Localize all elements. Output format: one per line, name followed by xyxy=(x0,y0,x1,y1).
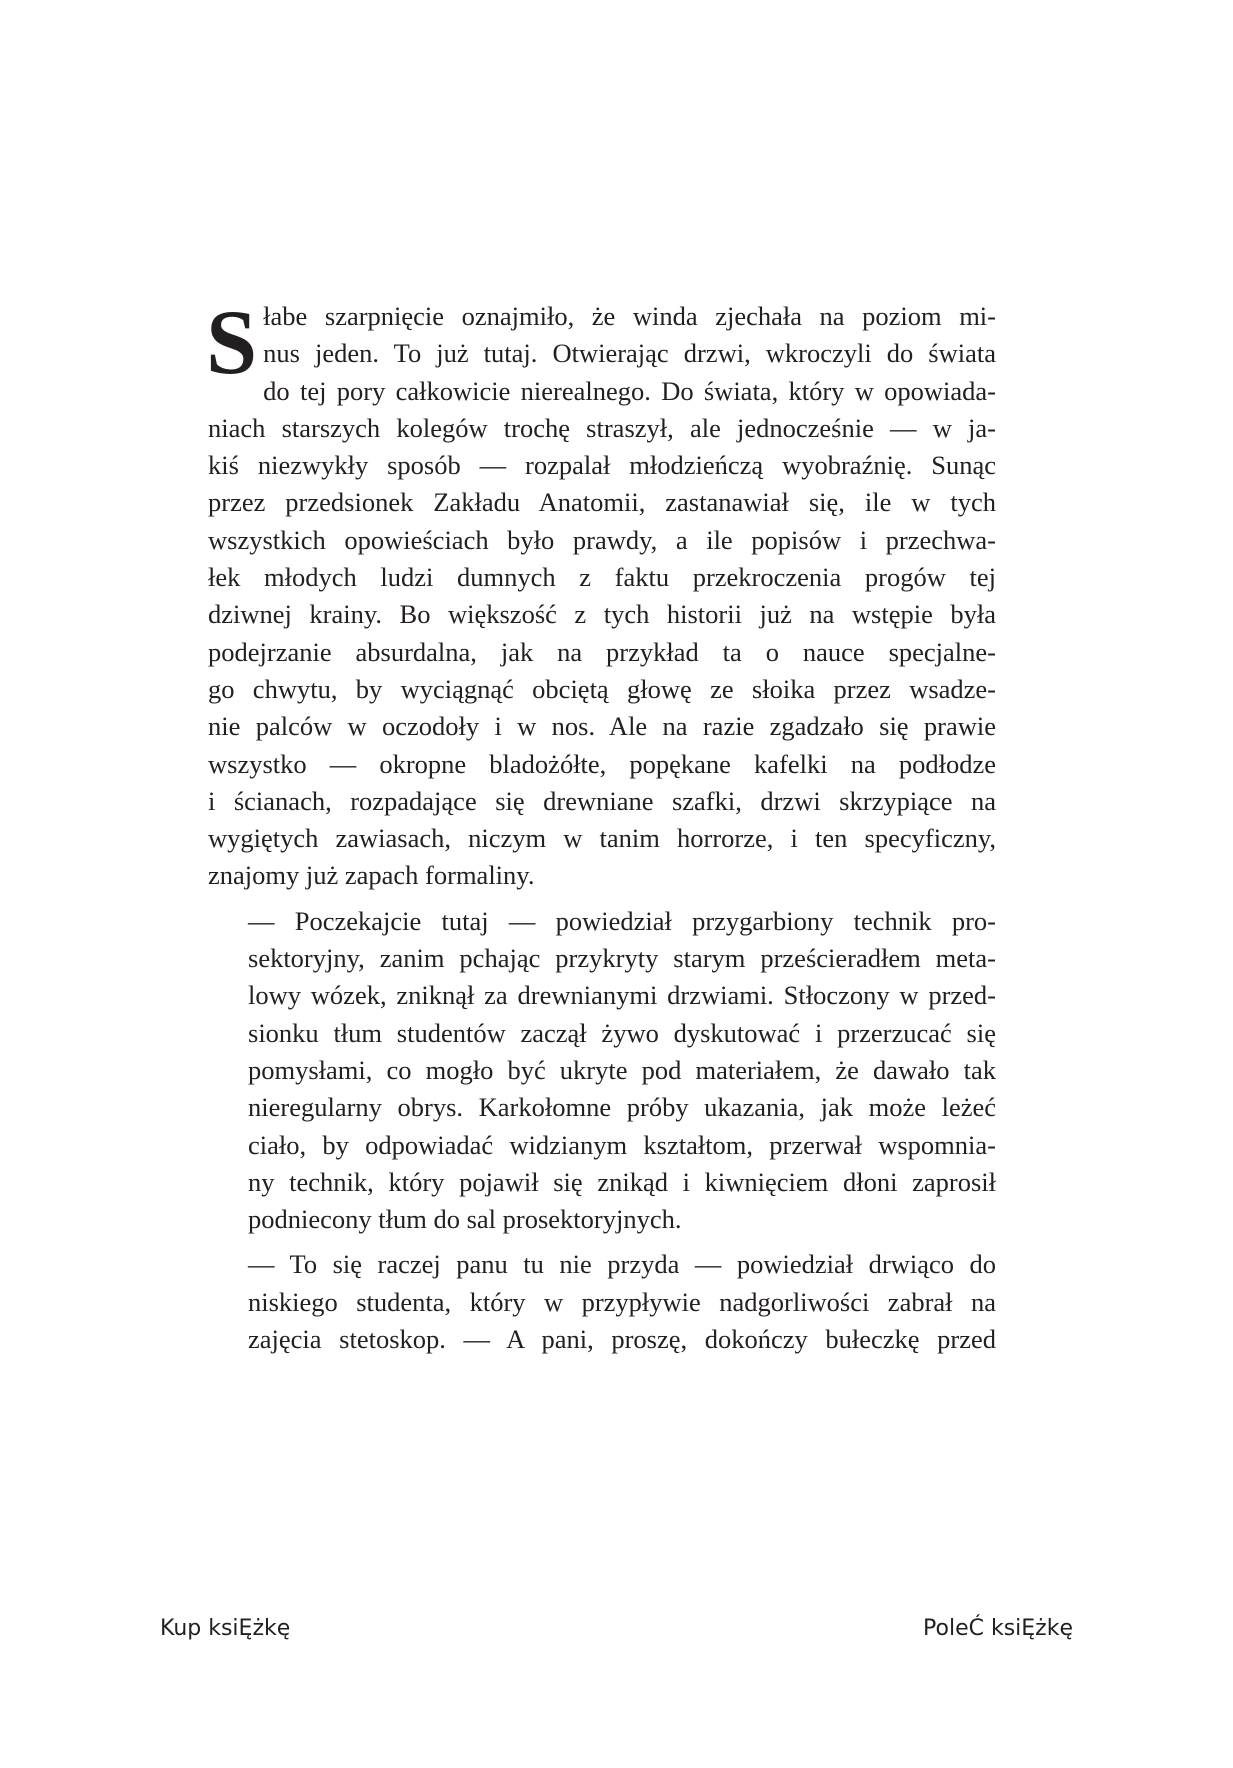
text-line: go chwytu, by wyciągnąć obciętą głowę ze słoika przez wsadze- xyxy=(208,673,996,704)
text-line: nie palców w oczodoły i w nos. Ale na razie zgadzało się prawie xyxy=(208,711,996,742)
text-line: dziwnej krainy. Bo większość z tych historii już na wstępie była xyxy=(208,599,996,630)
text-line: łek młodych ludzi dumnych z faktu przekroczenia progów tej xyxy=(208,562,996,593)
text-line: kiś niezwykły sposób — rozpalał młodzieńczą wyobraźnię. Sunąc xyxy=(208,450,996,481)
text-line: nieregularny obrys. Karkołomne próby ukazania, jak może leżeć xyxy=(248,1092,996,1123)
text-line: podejrzanie absurdalna, jak na przykład ta o nauce specjalne- xyxy=(208,636,996,667)
text-line: wszystkich opowieściach było prawdy, a ile popisów i przechwa- xyxy=(208,524,996,555)
text-line: pomysłami, co mogło być ukryte pod materiałem, że dawało tak xyxy=(248,1054,996,1085)
text-line: wszystko — okropne bladożółte, popękane kafelki na podłodze xyxy=(208,748,996,779)
text-line: sektoryjny, zanim pchając przykryty starym prześcieradłem meta- xyxy=(248,943,996,974)
text-line: i ścianach, rozpadające się drewniane szafki, drzwi skrzypiące na xyxy=(208,785,996,816)
text-line: sionku tłum studentów zaczął żywo dyskutować i przerzucać się xyxy=(248,1017,996,1048)
drop-cap: S xyxy=(206,291,258,393)
text-line: — To się raczej panu tu nie przyda — powiedział drwiąco do xyxy=(248,1249,996,1280)
paragraph-2 xyxy=(208,903,996,1239)
text-line: niskiego studenta, który w przypływie nadgorliwości zabrał na xyxy=(248,1286,996,1317)
text-line: do tej pory całkowicie nierealnego. Do świata, który w opowiada- xyxy=(263,375,996,406)
text-line: — Poczekajcie tutaj — powiedział przygarbiony technik pro- xyxy=(248,905,996,936)
text-line: zajęcia stetoskop. — A pani, proszę, dokończy bułeczkę przed xyxy=(248,1324,996,1355)
paragraph-3 xyxy=(208,1246,996,1358)
text-line: podniecony tłum do sal prosektoryjnych. xyxy=(248,1204,682,1235)
body-text xyxy=(206,291,996,1358)
text-line: lowy wózek, zniknął za drewnianymi drzwiami. Stłoczony w przed- xyxy=(248,980,996,1011)
text-line: wygiętych zawiasach, niczym w tanim horrorze, i ten specyficzny, xyxy=(208,823,996,854)
text-line: nus jeden. To już tutaj. Otwierając drzwi, wkroczyli do świata xyxy=(263,338,996,369)
text-line: znajomy już zapach formaliny. xyxy=(208,860,535,891)
paragraph-1 xyxy=(206,291,996,895)
text-line: łabe szarpnięcie oznajmiło, że winda zjechała na poziom mi- xyxy=(263,301,996,331)
recommend-book-link[interactable]: PoleĆ ksiĘżkę xyxy=(923,1616,1073,1641)
text-line: ny technik, który pojawił się znikąd i kiwnięciem dłoni zaprosił xyxy=(248,1166,996,1197)
buy-book-link[interactable]: Kup ksiĘżkę xyxy=(160,1616,291,1641)
text-line: ciało, by odpowiadać widzianym kształtom, przerwał wspomnia- xyxy=(248,1129,996,1160)
text-line: przez przedsionek Zakładu Anatomii, zastanawiał się, ile w tych xyxy=(208,487,996,518)
text-line: niach starszych kolegów trochę straszył, ale jednocześnie — w ja- xyxy=(208,412,996,443)
